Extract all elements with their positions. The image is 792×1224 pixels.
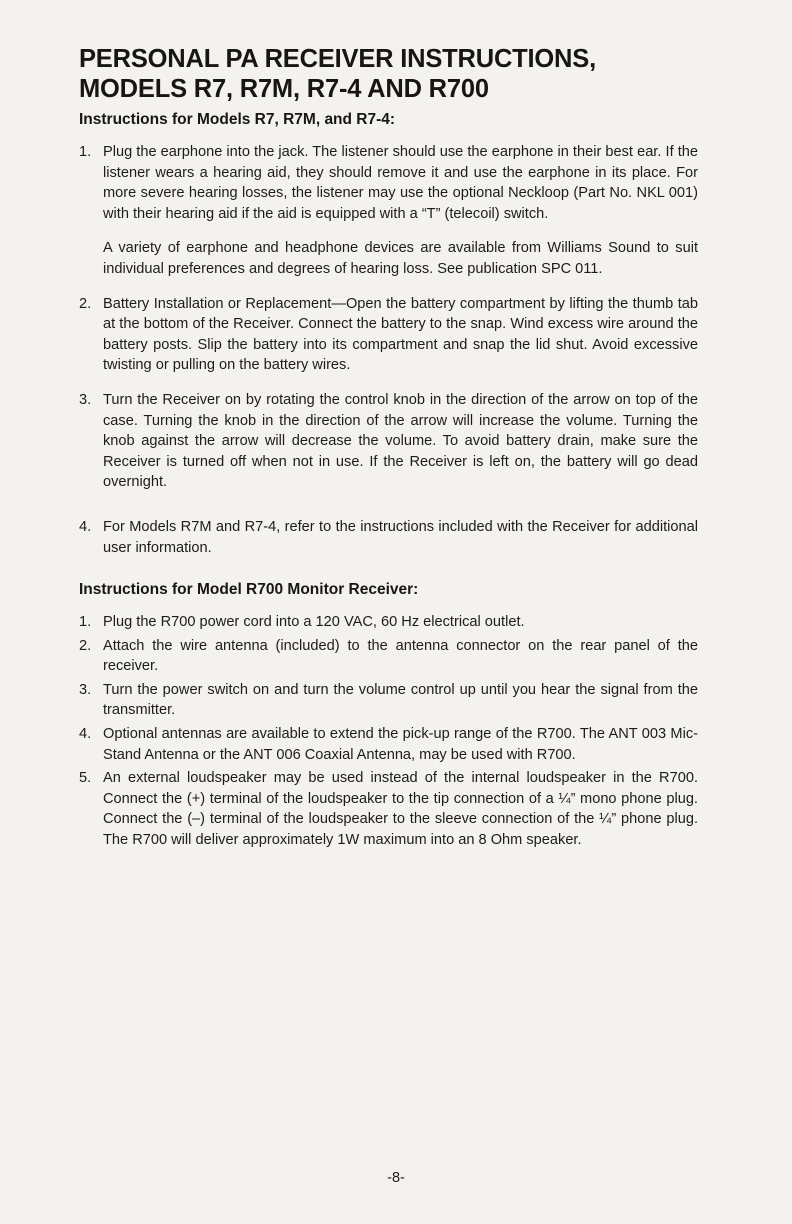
- item-number: 3.: [79, 681, 92, 698]
- item-number: 2.: [79, 295, 92, 312]
- item-number: 2.: [79, 637, 92, 654]
- title-line-2: MODELS R7, R7M, R7-4 AND R700: [79, 75, 489, 103]
- list-item: [79, 612, 698, 633]
- item-text: Turn the power switch on and turn the volume control up until you hear the signal from the transmitter.: [103, 681, 698, 719]
- r7-instructions-list: [79, 142, 698, 558]
- item-text: For Models R7M and R7-4, refer to the instructions included with the Receiver for additional user information.: [103, 518, 698, 556]
- list-item: [79, 294, 698, 376]
- list-item: [79, 768, 698, 850]
- item-text: An external loudspeaker may be used instead of the internal loudspeaker in the R700. Connect the (+) terminal of the loudspeaker to the tip connection of a ¼” mono phone plug. Connect the (–) terminal of the loudspeaker to the sleeve connection of the ¼” phone plug. The R700 will deliver approximately 1W maximum into an 8 Ohm speaker.: [103, 770, 698, 849]
- item-text: Plug the R700 power cord into a 120 VAC, 60 Hz electrical outlet.: [103, 614, 525, 631]
- list-item: [79, 724, 698, 765]
- item-text: Attach the wire antenna (included) to the antenna connector on the rear panel of the receiver.: [103, 637, 698, 675]
- item-number: 5.: [79, 770, 92, 787]
- item-text: Plug the earphone into the jack. The listener should use the earphone in their best ear. If the listener wears a hearing aid, they should remove it and use the earphone in its place. For more severe hearing losses, the listener may use the optional Neckloop (Part No. NKL 001) with their hearing aid if the aid is equipped with a “T” (telecoil) switch.: [103, 144, 698, 222]
- item-text: Turn the Receiver on by rotating the control knob in the direction of the arrow on top of the case. Turning the knob in the direction of the arrow will increase the volume. Turning the knob against the arrow will decrease the volume. To avoid battery drain, make sure the Receiver is turned off when not in use. If the Receiver is left on, the battery will go dead overnight.: [103, 391, 698, 491]
- list-item: [79, 680, 698, 721]
- item-number: 3.: [79, 391, 92, 408]
- item-text: Optional antennas are available to extend the pick-up range of the R700. The ANT 003 Mic-Stand Antenna or the ANT 006 Coaxial Antenna, may be used with R700.: [103, 726, 698, 763]
- r700-instructions-list: [79, 612, 698, 851]
- item-number: 4.: [79, 726, 92, 743]
- section-heading-r7: Instructions for Models R7, R7M, and R7-4:: [79, 111, 396, 128]
- item-number: 1.: [79, 144, 92, 160]
- page-title: [79, 44, 698, 104]
- item-number: 1.: [79, 614, 92, 631]
- page-number: -8-: [387, 1170, 405, 1186]
- item-text: Battery Installation or Replacement—Open the battery compartment by lifting the thumb tab at the bottom of the Receiver. Connect the battery to the snap. Wind excess wire around the battery posts. Slip the battery into its compartment and snap the lid shut. Avoid excessive twisting or pulling on the battery wires.: [103, 295, 698, 374]
- item-paragraph: A variety of earphone and headphone devices are available from Williams Sound to suit individual preferences and degrees of hearing loss. See publication SPC 011.: [103, 240, 698, 277]
- section-heading-r700: Instructions for Model R700 Monitor Receiver:: [79, 581, 419, 599]
- list-item: [79, 390, 698, 493]
- list-item: [79, 636, 698, 677]
- title-line-1: PERSONAL PA RECEIVER INSTRUCTIONS,: [79, 45, 596, 73]
- item-number: 4.: [79, 518, 92, 535]
- list-item: [79, 517, 698, 558]
- list-item: [79, 142, 698, 280]
